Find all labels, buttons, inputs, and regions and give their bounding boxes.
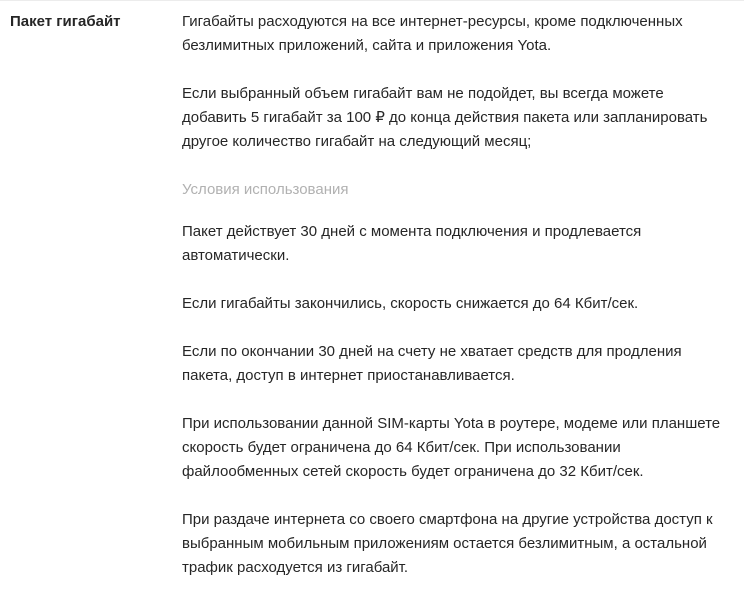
terms-paragraph: Если по окончании 30 дней на счету не хватает средств для продления пакета, доступ в интернет приостанавливается.	[182, 343, 682, 384]
section-label-column	[10, 10, 182, 34]
intro-paragraph: Гигабайты расходуются на все интернет-ресурсы, кроме подключенных безлимитных приложений, сайта и приложения Yota.	[182, 13, 683, 54]
section-title: Пакет гигабайт	[10, 13, 121, 30]
terms-of-use-subheading: Условия использования	[182, 181, 349, 198]
terms-paragraph: При раздаче интернета со своего смартфона на другие устройства доступ к выбранным мобильным приложениям остается безлимитным, а остальной трафик расходуется из гигабайт.	[182, 511, 713, 576]
terms-paragraph: При использовании данной SIM-карты Yota в роутере, модеме или планшете скорость будет ограничена до 64 Кбит/сек. При использовании файлообменных сетей скорость будет ограничена до 32 Кбит/сек.	[182, 415, 721, 480]
intro-paragraph: Если выбранный объем гигабайт вам не подойдет, вы всегда можете добавить 5 гигабайт за 100 ₽ до конца действия пакета или запланировать другое количество гигабайт на следующий месяц;	[182, 85, 708, 150]
terms-paragraph: Если гигабайты закончились, скорость снижается до 64 Кбит/сек.	[182, 295, 639, 312]
terms-paragraph: Пакет действует 30 дней с момента подключения и продлевается автоматически.	[182, 223, 642, 264]
section-content-column	[182, 10, 734, 604]
